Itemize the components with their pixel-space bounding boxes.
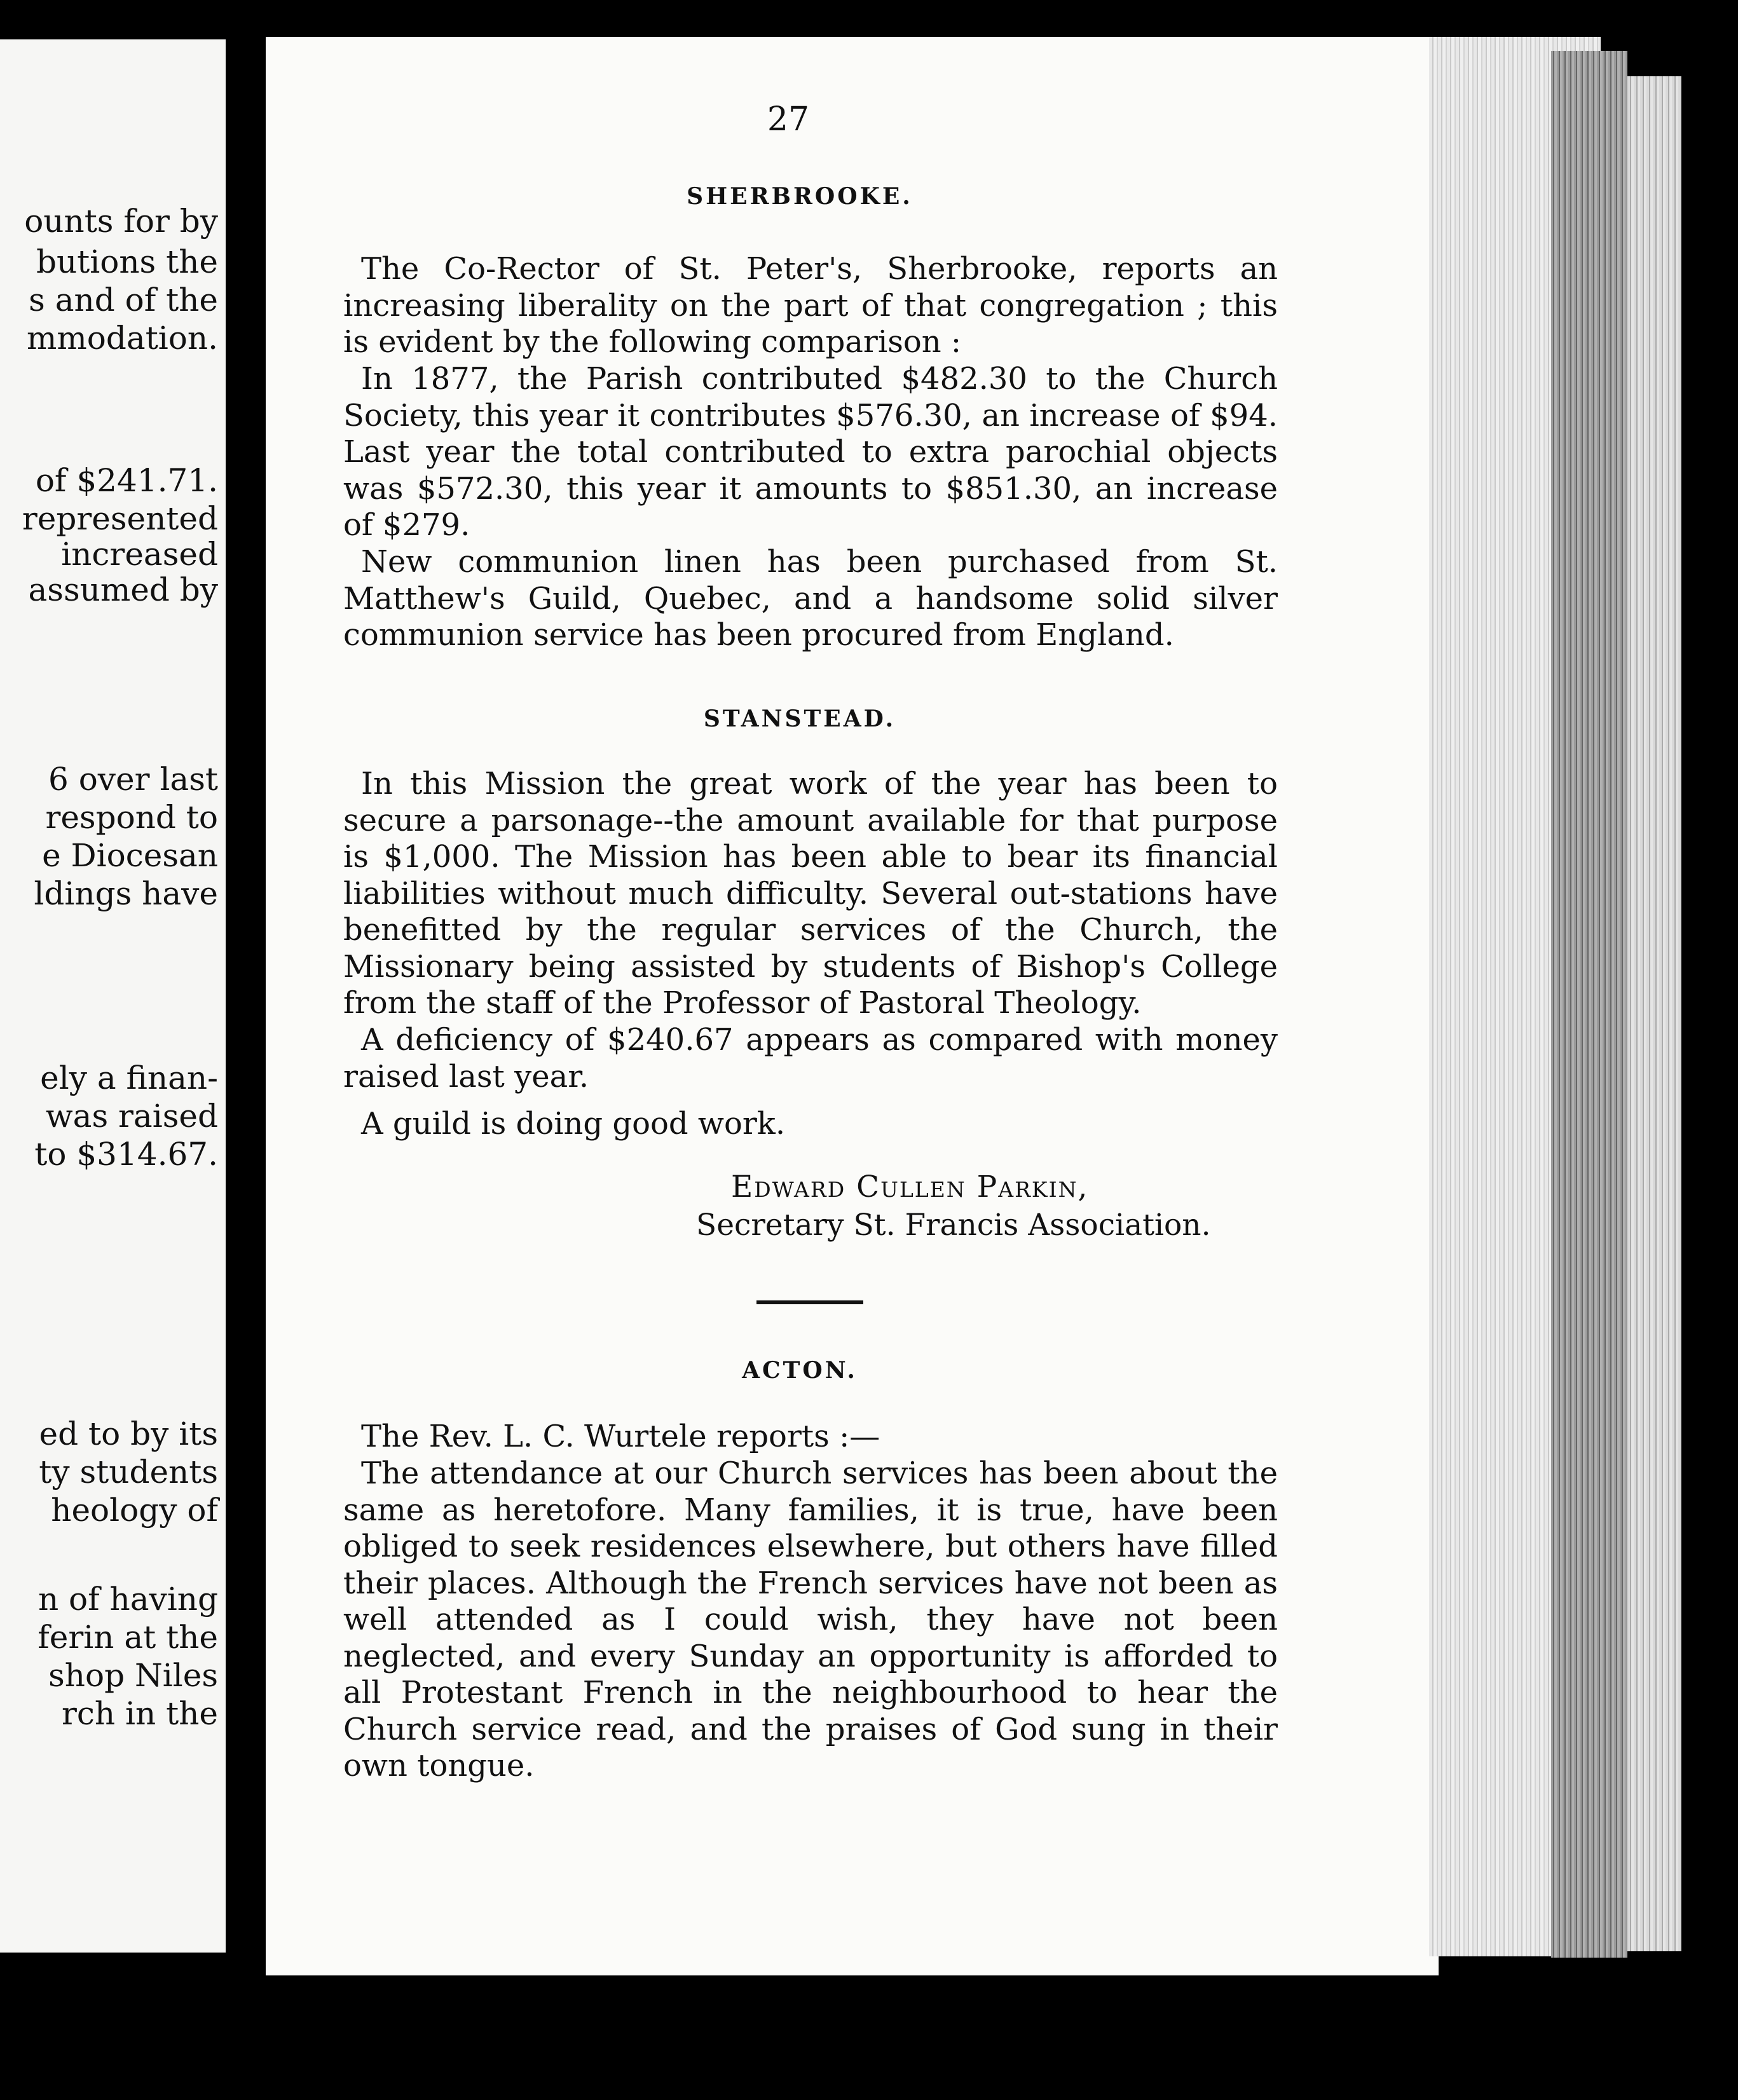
left-page-line: butions the	[36, 243, 218, 280]
left-page	[0, 39, 226, 1953]
left-page-line: ed to by its	[39, 1415, 218, 1452]
left-page-line: ounts for by	[24, 203, 218, 240]
left-page-line: heology of	[51, 1492, 218, 1529]
page-number: 27	[767, 100, 810, 139]
left-page-line: ely a finan-	[40, 1060, 218, 1096]
signature-name: Edward Cullen Parkin,	[731, 1169, 1089, 1204]
paragraph: The attendance at our Church services has been about the same as heretofore. Many families, it is true, have been obliged to seek residences elsewhere, but others have filled their places. Although the French services have not been as well attended as I could wish, they have not been neglected, and every Sunday an opportunity is afforded to all Protestant French in the neighbourhood to hear the Church service read, and the praises of God sung in their own tongue.	[343, 1456, 1278, 1783]
paragraph: A guild is doing good work.	[361, 1106, 786, 1142]
left-page-line: n of having	[38, 1581, 218, 1618]
left-page-line: ferin at the	[38, 1619, 218, 1656]
left-page-line: was raised	[45, 1098, 218, 1135]
left-page-line: ty students	[39, 1454, 218, 1490]
left-page-line: rch in the	[62, 1695, 218, 1732]
section-heading-acton: ACTON.	[742, 1357, 858, 1384]
left-page-line: represented	[22, 500, 218, 537]
back-cover-edge	[1627, 76, 1681, 1951]
left-page-line: mmodation.	[26, 320, 218, 357]
paragraph: The Co-Rector of St. Peter's, Sherbrooke, reports an increasing liberality on the part of that congregation ; this is evident by the following comparison :	[343, 251, 1278, 360]
section-heading-stanstead: STANSTEAD.	[703, 706, 896, 732]
left-page-line: to $314.67.	[34, 1136, 218, 1173]
paragraph: A deficiency of $240.67 appears as compared with money raised last year.	[343, 1022, 1278, 1094]
left-page-line: e Diocesan	[42, 837, 218, 874]
section-divider	[756, 1300, 863, 1304]
left-page-line: shop Niles	[48, 1657, 218, 1694]
left-page-line: 6 over last	[48, 761, 218, 798]
paragraph: In 1877, the Parish contributed $482.30 to the Church Society, this year it contributes $576.30, an increase of $94. Last year the total contributed to extra parochial objects was $572.30, this year it amounts to $851.30, an increase of $279.	[343, 361, 1278, 543]
left-page-line: s and of the	[29, 282, 218, 318]
book-spine	[1551, 51, 1627, 1958]
signature-title: Secretary St. Francis Association.	[696, 1208, 1211, 1243]
left-page-line: of $241.71.	[35, 462, 218, 499]
section-heading-sherbrooke: SHERBROOKE.	[687, 183, 913, 210]
paragraph: The Rev. L. C. Wurtele reports :—	[361, 1419, 880, 1454]
left-page-line: assumed by	[28, 571, 218, 608]
paragraph: In this Mission the great work of the year has been to secure a parsonage--the amount available for that purpose is $1,000. The Mission has been able to bear its financial liabilities without much difficulty. Several out-stations have benefitted by the regular services of the Church, the Missionary being assisted by students of Bishop's College from the staff of the Professor of Pastoral Theology.	[343, 766, 1278, 1021]
paragraph: New communion linen has been purchased from St. Matthew's Guild, Quebec, and a handsome solid silver communion service has been procured from England.	[343, 544, 1278, 653]
left-page-line: ldings have	[34, 875, 218, 912]
left-page-line: respond to	[45, 799, 218, 836]
left-page-line: increased	[61, 536, 218, 573]
